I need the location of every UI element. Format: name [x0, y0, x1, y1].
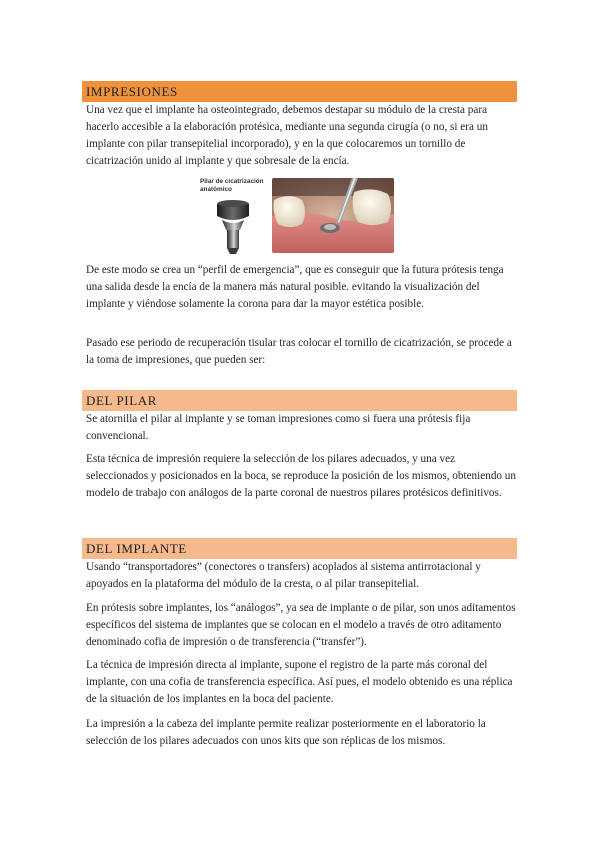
- paragraph-del-pilar-2: Esta técnica de impresión requiere la selección de los pilares adecuados, y una vez seleccionados y posicionados en la boca, se reproduce la posición de los mismos, obteniendo un modelo de trabajo con análogos de la parte coronal de nuestros pilares protésicos definitivos.: [86, 453, 516, 499]
- paragraph-impresiones-1: Una vez que el implante ha osteointegrado, debemos destapar su módulo de la cresta para hacerlo accesible a la elaboración protésica, mediante una segunda cirugía (o no, si era un implante con pilar transepitelial incorporado), y en la que colocaremos un tornillo de cicatrización unido al implante y que sobresale de la encía.: [86, 104, 488, 167]
- paragraph-del-implante-3: La técnica de impresión directa al implante, supone el registro de la parte más coronal del implante, con una cofia de transferencia específica. Así pues, el modelo obtenido es una réplica de la situación de los implantes en la boca del paciente.: [86, 659, 513, 705]
- paragraph-del-implante-2: En prótesis sobre implantes, los “análogos”, ya sea de implante o de pilar, son unos aditamentos específicos del sistema de implantes que se colocan en el modelo a través de otro aditamento denominado cofia de impresión o de transferencia (“transfer”).: [86, 602, 516, 648]
- section-header-del-implante: DEL IMPLANTE: [82, 538, 517, 559]
- section-header-impresiones: IMPRESIONES: [82, 81, 517, 102]
- figure-caption: Pilar de cicatrización anatómico: [200, 178, 264, 193]
- paragraph-del-implante-1: Usando “transportadores” (conectores o transfers) acoplados al sistema antirrotacional y apoyados en la plataforma del módulo de la cresta, o al pilar transepitelial.: [86, 561, 481, 590]
- figure-healing-abutment: [200, 178, 395, 253]
- healing-abutment-image: [200, 194, 266, 256]
- paragraph-del-implante-4: La impresión a la cabeza del implante permite realizar posteriormente en el laboratorio la selección de los pilares adecuados con unos kits que son réplicas de los mismos.: [86, 718, 486, 747]
- section-header-del-pilar: DEL PILAR: [82, 390, 517, 411]
- paragraph-impresiones-2: De este modo se crea un “perfil de emergencia”, que es conseguir que la futura prótesis tenga una salida desde la encía de la manera más natural posible. evitando la visualización del implante y viéndose solamente la corona para dar la mayor estética posible.: [86, 264, 504, 310]
- paragraph-impresiones-3: Pasado ese periodo de recuperación tisular tras colocar el tornillo de cicatrización, se procede a la toma de impresiones, que pueden ser:: [86, 337, 512, 366]
- clinical-photo: [272, 178, 394, 253]
- paragraph-del-pilar-1: Se atornilla el pilar al implante y se toman impresiones como si fuera una prótesis fija convencional.: [86, 413, 471, 442]
